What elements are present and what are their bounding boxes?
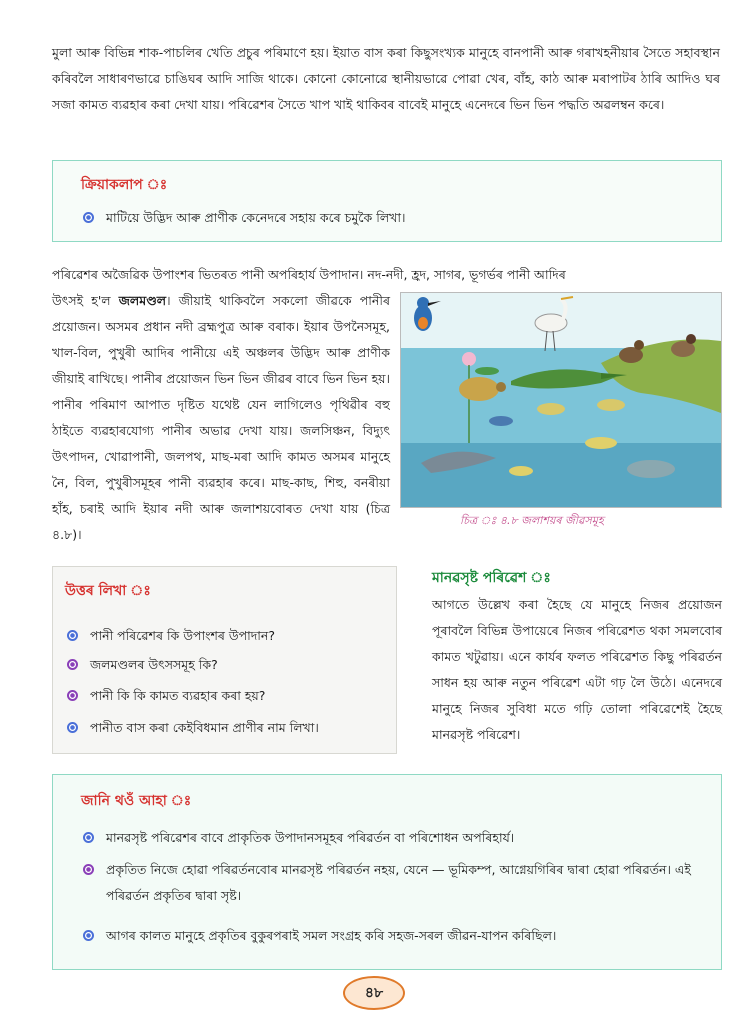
- water-paragraph: [52, 288, 390, 548]
- know-item-text: প্ৰকৃতিত নিজে হোৱা পৰিৱৰ্তনবোৰ মানৱসৃষ্ট পৰিৱৰ্তন নহয়, যেনে — ভূমিকম্প, আগ্নেয়গিৰিৰ দ্বাৰা হোৱা পৰিৱৰ্তন। এই পৰিৱৰ্তন প্ৰকৃতিৰ দ্বাৰা সৃষ্ট।: [106, 862, 691, 903]
- bullet-icon: [83, 864, 94, 875]
- know-item-text: আগৰ কালত মানুহে প্ৰকৃতিৰ বুকুৰপৰাই সমল সংগ্ৰহ কৰি সহজ-সৰল জীৱন-যাপন কৰিছিল।: [106, 928, 557, 943]
- intro-paragraph: মুলা আৰু বিভিন্ন শাক-পাচলিৰ খেতি প্ৰচুৰ পৰিমাণে হয়। ইয়াত বাস কৰা কিছুসংখ্যক মানুহে বানপানী আৰু গৰাখহনীয়াৰ সৈতে সহাবস্থান কৰিবলৈ সাধাৰণভাৱে চাঙিঘৰ আদি সাজি থাকে। কোনো কোনোৱে স্থানীয়ভাৱে পোৱা খেৰ, বাঁহ, কাঠ আৰু মৰাপাটৰ ঠাৰি আদিও ঘৰ সজা কামত ব্যৱহাৰ কৰা দেখা যায়। পৰিৱেশৰ সৈতে খাপ খাই থাকিবৰ বাবেই মানুহে এনেদৰে ভিন ভিন পদ্ধতি অৱলম্বন কৰে।: [52, 45, 720, 112]
- answer-box: [52, 566, 397, 754]
- answer-item-text: পানী পৰিৱেশৰ কি উপাংশৰ উপাদান?: [90, 628, 276, 643]
- bullet-icon: [67, 690, 78, 701]
- manmade-title: মানৱসৃষ্ট পৰিৱেশ ঃ: [432, 570, 551, 586]
- page-number: ৪৮: [343, 976, 405, 1010]
- wetland-illustration: [400, 292, 722, 508]
- answer-title: উত্তৰ লিখা ঃ: [65, 583, 151, 599]
- answer-item-text: জলমণ্ডলৰ উৎসসমূহ কি?: [90, 657, 218, 672]
- know-item: [83, 825, 703, 851]
- wetland-illustration-svg: [401, 293, 721, 507]
- answer-item: [67, 652, 218, 678]
- know-title: জানি থওঁ আহা ঃ: [81, 793, 192, 809]
- answer-item-text: পানীত বাস কৰা কেইবিধমান প্ৰাণীৰ নাম লিখা।: [90, 720, 319, 735]
- bullet-icon: [67, 659, 78, 670]
- water-paragraph-before: উৎসই হ'ল: [52, 293, 119, 308]
- bullet-icon: [83, 832, 94, 843]
- manmade-paragraph: আগতে উল্লেখ কৰা হৈছে যে মানুহে নিজৰ প্ৰয়োজন পূৰাবলৈ বিভিন্ন উপায়েৰে নিজৰ পৰিৱেশত থকা সমলবোৰ কামত খটুৱায়। এনে কাৰ্যৰ ফলত পৰিৱেশত কিছু পৰিৱৰ্তন সাধন হয় আৰু নতুন পৰিৱেশ এটা গঢ় লৈ উঠে। এনেদৰে মানুহে নিজৰ সুবিধা মতে গঢ়ি তোলা পৰিৱেশেই হৈছে মানৱসৃষ্ট পৰিৱেশ।: [432, 597, 722, 742]
- water-intro: পৰিৱেশৰ অজৈৱিক উপাংশৰ ভিতৰত পানী অপৰিহাৰ্য উপাদান। নদ-নদী, হ্ৰদ, সাগৰ, ভূগৰ্ভৰ পানী আদিৰ: [52, 267, 566, 282]
- know-item: [83, 857, 703, 909]
- answer-item: [67, 623, 275, 649]
- activity-item: [83, 205, 405, 231]
- water-paragraph-bold: জলমণ্ডল: [118, 293, 167, 308]
- water-paragraph-after: । জীয়াই থাকিবলৈ সকলো জীৱকে পানীৰ প্ৰয়োজন। অসমৰ প্ৰধান নদী ব্ৰহ্মপুত্ৰ আৰু বৰাক। ইয়াৰ উপনৈসমূহ, খাল-বিল, পুখুৰী আদিৰ পানীয়ে এই অঞ্চলৰ উদ্ভিদ আৰু প্ৰাণীক জীয়াই ৰাখিছে। পানীৰ প্ৰয়োজন ভিন ভিন জীৱৰ বাবে ভিন ভিন হয়। পানীৰ পৰিমাণ আপাত দৃষ্টিত যথেষ্ট যেন লাগিলেও পৃথিৱীৰ বহু ঠাইতে ব্যৱহাৰযোগ্য পানীৰ অভাৱ দেখা যায়। জলসিঞ্চন, বিদ্যুৎ উৎপাদন, খোৱাপানী, জলপথ, মাছ-মৰা আদি কামত অসমৰ মানুহে নৈ, বিল, পুখুৰীসমূহৰ পানী ব্যৱহাৰ কৰে। মাছ-কাছ, শিহু, বনৰীয়া হাঁহ, চৰাই আদি ইয়াৰ নদী আৰু জলাশয়বোৰত দেখা যায় (চিত্ৰ ৪.৮)।: [52, 293, 390, 542]
- activity-box: [52, 160, 722, 242]
- know-item: [83, 923, 703, 949]
- bullet-icon: [67, 722, 78, 733]
- activity-title: ক্ৰিয়াকলাপ ঃ: [81, 177, 168, 193]
- bullet-icon: [67, 630, 78, 641]
- answer-item-text: পানী কি কি কামত ব্যৱহাৰ কৰা হয়?: [90, 688, 266, 703]
- answer-item: [67, 683, 265, 709]
- bullet-icon: [83, 212, 94, 223]
- bullet-icon: [83, 930, 94, 941]
- answer-item: [67, 715, 319, 741]
- deep-water: [401, 443, 721, 507]
- know-box: [52, 774, 722, 970]
- activity-item-text: মাটিয়ে উদ্ভিদ আৰু প্ৰাণীক কেনেদৰে সহায় কৰে চমুকৈ লিখা।: [106, 210, 406, 225]
- know-item-text: মানৱসৃষ্ট পৰিৱেশৰ বাবে প্ৰাকৃতিক উপাদানসমূহৰ পৰিৱৰ্তন বা পৰিশোধন অপৰিহাৰ্য।: [106, 830, 515, 845]
- figure-caption: চিত্ৰ ঃ ৪.৮ জলাশয়ৰ জীৱসমূহ: [460, 514, 604, 527]
